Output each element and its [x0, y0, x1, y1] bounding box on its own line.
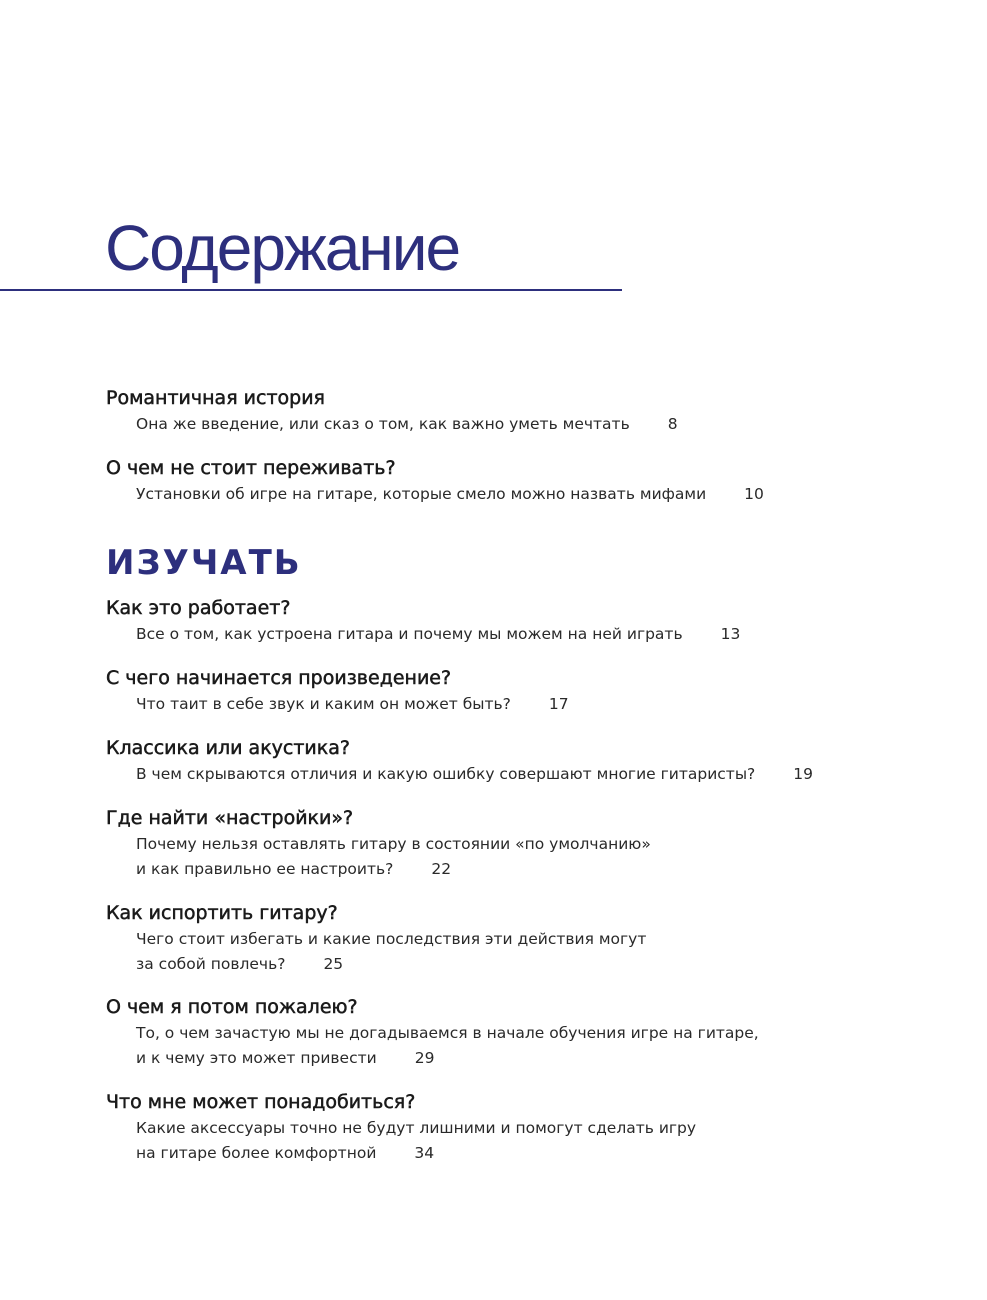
section-heading: ИЗУЧАТЬ: [106, 543, 302, 583]
toc-page-number: 25: [323, 955, 344, 973]
toc-entry-no-worries[interactable]: [106, 456, 946, 507]
toc-entry-title: Романтичная история: [106, 387, 325, 409]
toc-entry-title: Как это работает?: [106, 597, 291, 619]
toc-entry-classic-or-acoustic[interactable]: [106, 736, 946, 787]
toc-entry-how-it-works[interactable]: [106, 596, 946, 647]
toc-entry-desc-line: и как правильно ее настроить?: [136, 860, 394, 878]
toc-entry-description: [136, 622, 946, 647]
toc-entry-desc-line: Почему нельзя оставлять гитару в состоянии «по умолчанию»: [136, 835, 651, 853]
toc-entry-desc-line: В чем скрываются отличия и какую ошибку совершают многие гитаристы?: [136, 765, 756, 783]
toc-entry-title: О чем не стоит переживать?: [106, 457, 396, 479]
toc-page-number: 17: [548, 695, 569, 713]
toc-entry-desc-line: Все о том, как устроена гитара и почему мы можем на ней играть: [136, 625, 683, 643]
title-underline: [0, 289, 622, 291]
toc-entry-desc-line: То, о чем зачастую мы не догадываемся в начале обучения игре на гитаре,: [136, 1024, 759, 1042]
toc-entry-title: С чего начинается произведение?: [106, 667, 452, 689]
toc-entry-title: О чем я потом пожалею?: [106, 996, 358, 1018]
toc-entry-desc-line: за собой повлечь?: [136, 955, 286, 973]
toc-page-number: 13: [720, 625, 741, 643]
toc-entry-desc-line: на гитаре более комфортной: [136, 1144, 377, 1162]
toc-entry-romantic-story[interactable]: [106, 386, 946, 437]
toc-page-number: 19: [793, 765, 814, 783]
toc-entry-desc-line: Какие аксессуары точно не будут лишними и помогут сделать игру: [136, 1119, 697, 1137]
toc-entry-description: [136, 482, 946, 507]
page-title: Содержание: [105, 212, 460, 284]
toc-entry-find-settings[interactable]: [106, 806, 946, 882]
toc-entry-description: [136, 412, 946, 437]
toc-entry-desc-line: Она же введение, или сказ о том, как важно уметь мечтать: [136, 415, 630, 433]
toc-entry-title: Классика или акустика?: [106, 737, 350, 759]
toc-entry-title: Что мне может понадобиться?: [106, 1091, 416, 1113]
toc-entry-description: [136, 832, 946, 882]
toc-entry-where-piece-begins[interactable]: [106, 666, 946, 717]
toc-entry-description: [136, 762, 946, 787]
toc-entry-desc-line: Что таит в себе звук и каким он может быть?: [136, 695, 511, 713]
toc-entry-desc-line: и к чему это может привести: [136, 1049, 377, 1067]
toc-entry-desc-line: Чего стоит избегать и какие последствия эти действия могут: [136, 930, 647, 948]
toc-entry-description: [136, 1116, 946, 1166]
toc-entry-description: [136, 692, 946, 717]
toc-entry-description: [136, 927, 946, 977]
toc-entry-desc-line: Установки об игре на гитаре, которые смело можно назвать мифами: [136, 485, 707, 503]
toc-entry-description: [136, 1021, 946, 1071]
toc-entry-title: Как испортить гитару?: [106, 902, 338, 924]
toc-entry-what-i-need[interactable]: [106, 1090, 946, 1166]
toc-page-number: 34: [414, 1144, 435, 1162]
toc-entry-ruin-guitar[interactable]: [106, 901, 946, 977]
toc-entry-regret[interactable]: [106, 995, 946, 1071]
toc-page-number: 22: [431, 860, 452, 878]
toc-page-number: 8: [667, 415, 678, 433]
toc-page-number: 10: [744, 485, 764, 503]
toc-page-number: 29: [414, 1049, 435, 1067]
toc-entry-title: Где найти «настройки»?: [106, 807, 354, 829]
